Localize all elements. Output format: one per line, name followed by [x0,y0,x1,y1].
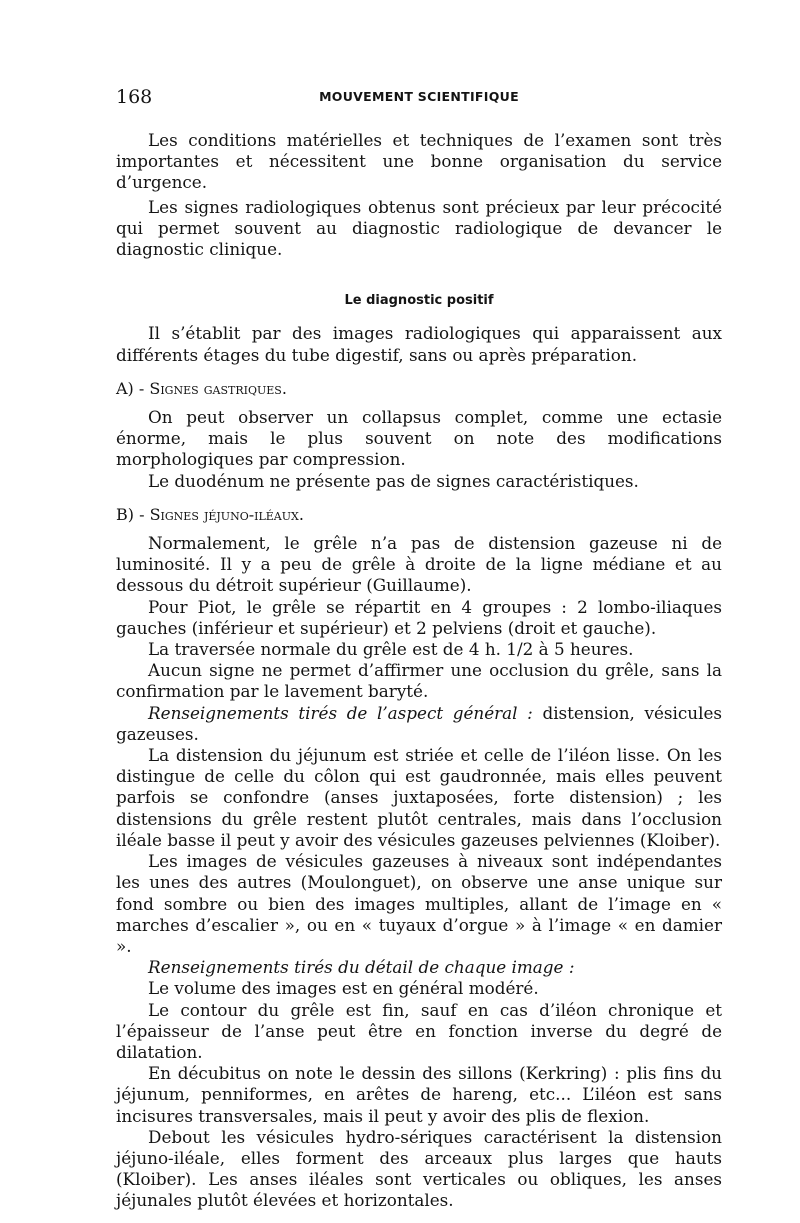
paragraph: Le contour du grêle est fin, sauf en cas d’iléon chronique et l’épaisseur de l’anse peut être en fonction inverse du degré de dilatation. [116,999,722,1062]
paragraph [116,703,722,745]
paragraph: On peut observer un collapsus complet, comme une ectasie énorme, mais le plus souvent on note des modifications morphologiques par compression. [116,407,722,470]
page-number: 168 [116,86,153,108]
paragraph: Le volume des images est en général modéré. [148,978,539,999]
paragraph: Debout les vésicules hydro-sériques caractérisent la distension jéjuno-iléale, elles forment des arceaux plus larges que hauts (Kloiber). Les anses iléales sont verticales ou obliques, les anses jéjunales plutôt élevées et horizontales. [116,1126,722,1211]
paragraph: Les images de vésicules gazeuses à niveaux sont indépendantes les unes des autres (Moulonguet), on observe une anse unique sur fond sombre ou bien des images multiples, allant de l’image en « marches d’escalier », ou en « tuyaux d’orgue » à l’image « en damier ». [116,851,722,956]
body-text [116,130,722,1212]
paragraph-italic: Renseignements tirés du détail de chaque image : [148,957,575,978]
subsection-heading-a [116,378,722,399]
subsection-heading-b [116,504,722,525]
paragraph: La distension du jéjunum est striée et celle de l’iléon lisse. On les distingue de celle du côlon qui est gaudronnée, mais elles peuvent parfois se confondre (anses juxtaposées, forte distension) ; les distensions du grêle restent plutôt centrales, mais dans l’occlusion iléale basse il peut y avoir des vésicules gazeuses pelviennes (Kloiber). [116,745,722,850]
paragraph: Les signes radiologiques obtenus sont précieux par leur précocité qui permet souvent au diagnostic radiologique de devancer le diagnostic clinique. [116,196,722,260]
subsection-prefix: A) - [116,378,150,398]
paragraph: Les conditions matérielles et techniques de l’examen sont très importantes et nécessitent une bonne organisation du service d’urgence. [116,130,722,193]
italic-lead: Renseignements tirés de l’aspect général : [148,702,533,723]
paragraph: Normalement, le grêle n’a pas de distension gazeuse ni de luminosité. Il y a peu de grêle à droite de la ligne médiane et au dessous du détroit supérieur (Guillaume). [116,533,722,596]
paragraph: Aucun signe ne permet d’affirmer une occlusion du grêle, sans la confirmation par le lavement baryté. [116,660,722,702]
subsection-title: Signes jéjuno-iléaux. [149,504,304,524]
paragraph: En décubitus on note le dessin des sillons (Kerkring) : plis fins du jéjunum, penniformes, en arêtes de hareng, etc... L’iléon est sans incisures transversales, mais il peut y avoir des plis de flexion. [116,1063,722,1126]
paragraph-text: distension, vésicules gazeuses. [116,702,723,744]
running-title: MOUVEMENT SCIENTIFIQUE [319,89,519,104]
subsection-prefix: B) - [116,504,150,524]
paragraph: Pour Piot, le grêle se répartit en 4 groupes : 2 lombo-iliaques gauches (inférieur et supérieur) et 2 pelviens (droit et gauche). [116,596,722,638]
page-header [116,86,722,108]
paragraph: La traversée normale du grêle est de 4 h. 1/2 à 5 heures. [148,639,634,660]
paragraph: Il s’établit par des images radiologiques qui apparaissent aux différents étages du tube digestif, sans ou après préparation. [116,323,722,365]
subsection-title: Signes gastriques. [149,378,287,398]
paragraph: Le duodénum ne présente pas de signes caractéristiques. [148,470,639,491]
section-heading: Le diagnostic positif [344,293,494,309]
